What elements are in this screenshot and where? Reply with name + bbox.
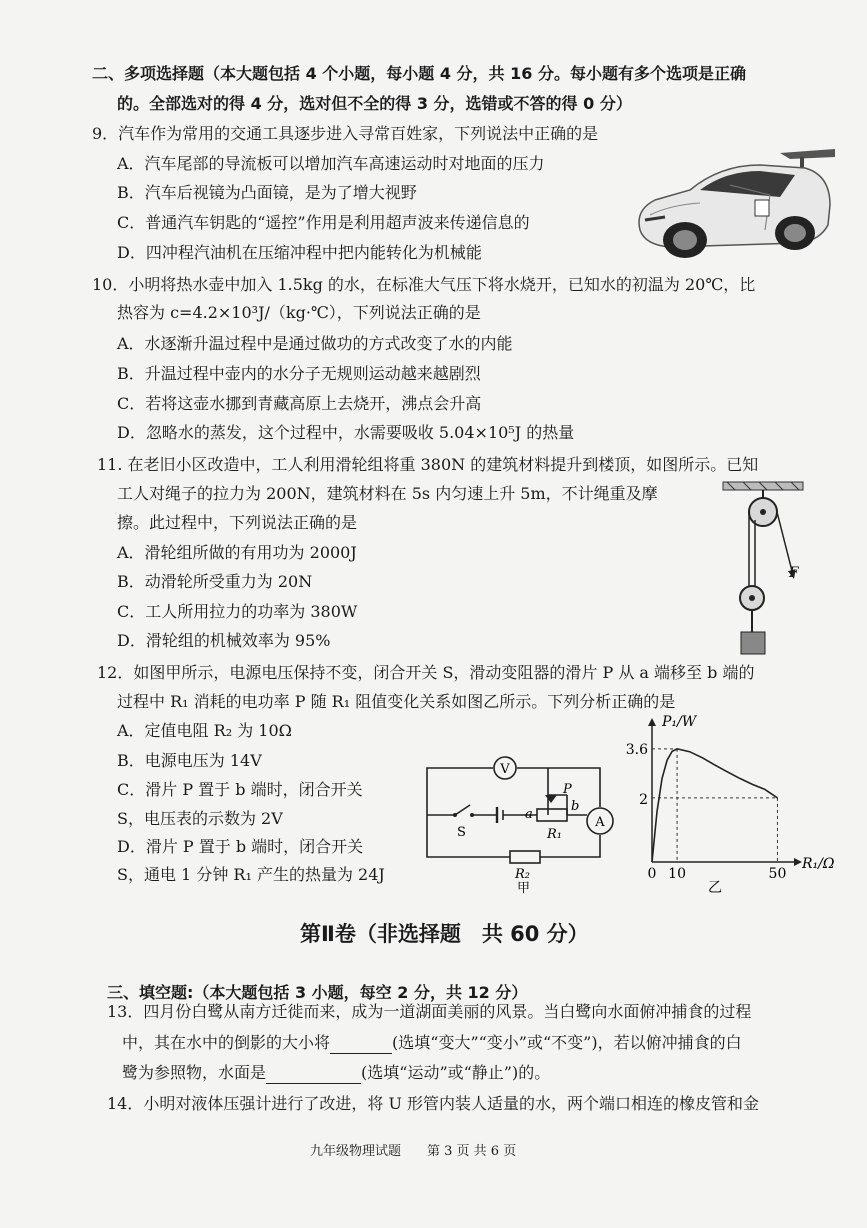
q12-stem-cont: 过程中 R₁ 消耗的电功率 P 随 R₁ 阻值变化关系如图乙所示。下列分析正确的是 <box>117 692 676 711</box>
q10-option-c: C．若将这壶水挪到青藏高原上去烧开，沸点会升高 <box>117 394 482 413</box>
circuit-caption: 甲 <box>517 881 531 896</box>
voltmeter-label: V <box>500 762 510 777</box>
q11-option-c: C．工人所用拉力的功率为 380W <box>117 602 358 621</box>
q11-option-b: B．动滑轮所受重力为 20N <box>117 572 313 591</box>
y-tick-label: 3.6 <box>625 741 648 758</box>
q10-stem: 10．小明将热水壶中加入 1.5kg 的水，在标准大气压下将水烧开，已知水的初温为 20℃，比 <box>92 275 756 294</box>
q12-option-d-cont: S，通电 1 分钟 R₁ 产生的热量为 24J <box>117 865 385 884</box>
q10-stem-cont: 热容为 c=4.2×10³J/（kg·℃），下列说法正确的是 <box>117 303 481 322</box>
switch-label: S <box>457 825 466 840</box>
x-tick-label: 10 <box>668 866 687 882</box>
q11-option-d: D．滑轮组的机械效率为 95% <box>117 631 331 650</box>
part2-title: 第Ⅱ卷（非选择题 共 60 分） <box>300 922 589 946</box>
power-resistance-graph <box>625 712 840 897</box>
q13-line3-text2: (选填“运动”或“静止”)的。 <box>361 1063 551 1082</box>
ammeter-label: A <box>595 815 605 830</box>
q9-option-d: D．四冲程汽油机在压缩冲程中把内能转化为机械能 <box>117 243 482 262</box>
q11-stem-cont: 工人对绳子的拉力为 200N，建筑材料在 5s 内匀速上升 5m，不计绳重及摩 <box>117 484 658 503</box>
q13-line3-text: 鹭为参照物，水面是 <box>122 1063 267 1082</box>
q12-option-c: C．滑片 P 置于 b 端时，闭合开关 <box>117 780 363 799</box>
q12-option-b: B．电源电压为 14V <box>117 751 262 770</box>
page-footer: 九年级物理试题 第 3 页 共 6 页 <box>310 1144 517 1159</box>
slider-label: P <box>563 782 572 797</box>
pulley-diagram <box>715 480 815 660</box>
r1-label: R₁ <box>547 827 562 842</box>
q12-option-c-cont: S，电压表的示数为 2V <box>117 809 283 828</box>
q10-option-b: B．升温过程中壶内的水分子无规则运动越来越剧烈 <box>117 364 481 383</box>
q13-line2-text2: (选填“变大”“变小”或“不变”)，若以俯冲捕食的白 <box>392 1033 742 1052</box>
y-axis-arrow <box>648 718 656 726</box>
q12-option-d: D．滑片 P 置于 b 端时，闭合开关 <box>117 837 364 856</box>
x-tick-label: 0 <box>647 866 657 882</box>
r2-label: R₂ <box>515 867 530 882</box>
y-axis-label: P₁/W <box>662 714 697 730</box>
q11-option-a: A．滑轮组所做的有用功为 2000J <box>117 543 357 562</box>
q9-option-b: B．汽车后视镜为凸面镜，是为了增大视野 <box>117 183 417 202</box>
q9-option-c: C．普通汽车钥匙的“遥控”作用是利用超声波来传递信息的 <box>117 213 530 232</box>
q11-stem-cont2: 擦。此过程中，下列说法正确的是 <box>117 513 358 532</box>
section2-heading: 二、多项选择题（本大题包括 4 个小题，每小题 4 分，共 16 分。每小题有多个选项是正确 <box>92 64 746 83</box>
sports-car-image <box>630 135 840 265</box>
x-tick-label: 50 <box>768 866 787 882</box>
section2-heading-cont: 的。全部选对的得 4 分，选对但不全的得 3 分，选错或不答的得 0 分） <box>117 94 632 113</box>
q11-stem: 11. 在老旧小区改造中，工人利用滑轮组将重 380N 的建筑材料提升到楼顶，如图所示。已知 <box>97 455 759 474</box>
graph-caption: 乙 <box>708 880 722 896</box>
q12-stem: 12．如图甲所示，电源电压保持不变，闭合开关 S，滑动变阻器的滑片 P 从 a 端移至 b 端的 <box>97 663 755 682</box>
end-b-label: b <box>571 799 580 814</box>
q13-line2 <box>122 1032 742 1054</box>
end-a-label: a <box>525 807 533 822</box>
section3-heading: 三、填空题:（本大题包括 3 小题，每空 2 分，共 12 分） <box>107 983 528 1002</box>
x-axis-label: R₁/Ω <box>802 856 835 872</box>
q14-line1: 14．小明对液体压强计进行了改进，将 U 形管内装人适量的水，两个端口相连的橡皮管和金 <box>107 1094 760 1113</box>
q9-option-a: A．汽车尾部的导流板可以增加汽车高速运动时对地面的压力 <box>117 154 545 173</box>
x-axis-arrow <box>794 858 802 866</box>
force-label: F <box>789 565 799 581</box>
q13-blank1[interactable] <box>330 1037 392 1054</box>
circuit-diagram <box>415 735 615 895</box>
q9-stem: 9．汽车作为常用的交通工具逐步进入寻常百姓家，下列说法中正确的是 <box>92 124 599 143</box>
q13-line3 <box>122 1062 550 1084</box>
q12-option-a: A．定值电阻 R₂ 为 10Ω <box>117 721 292 740</box>
y-tick-label: 2 <box>639 792 648 809</box>
q13-line2-text: 中，其在水中的倒影的大小将 <box>122 1033 331 1052</box>
q13-blank2[interactable] <box>266 1067 361 1084</box>
q10-option-a: A．水逐渐升温过程中是通过做功的方式改变了水的内能 <box>117 334 513 353</box>
power-curve <box>652 749 778 862</box>
q13-line1: 13．四月份白鹭从南方迁徙而来，成为一道湖面美丽的风景。当白鹭向水面俯冲捕食的过程 <box>107 1002 752 1021</box>
q10-option-d: D．忽略水的蒸发，这个过程中，水需要吸收 5.04×10⁵J 的热量 <box>117 423 575 442</box>
